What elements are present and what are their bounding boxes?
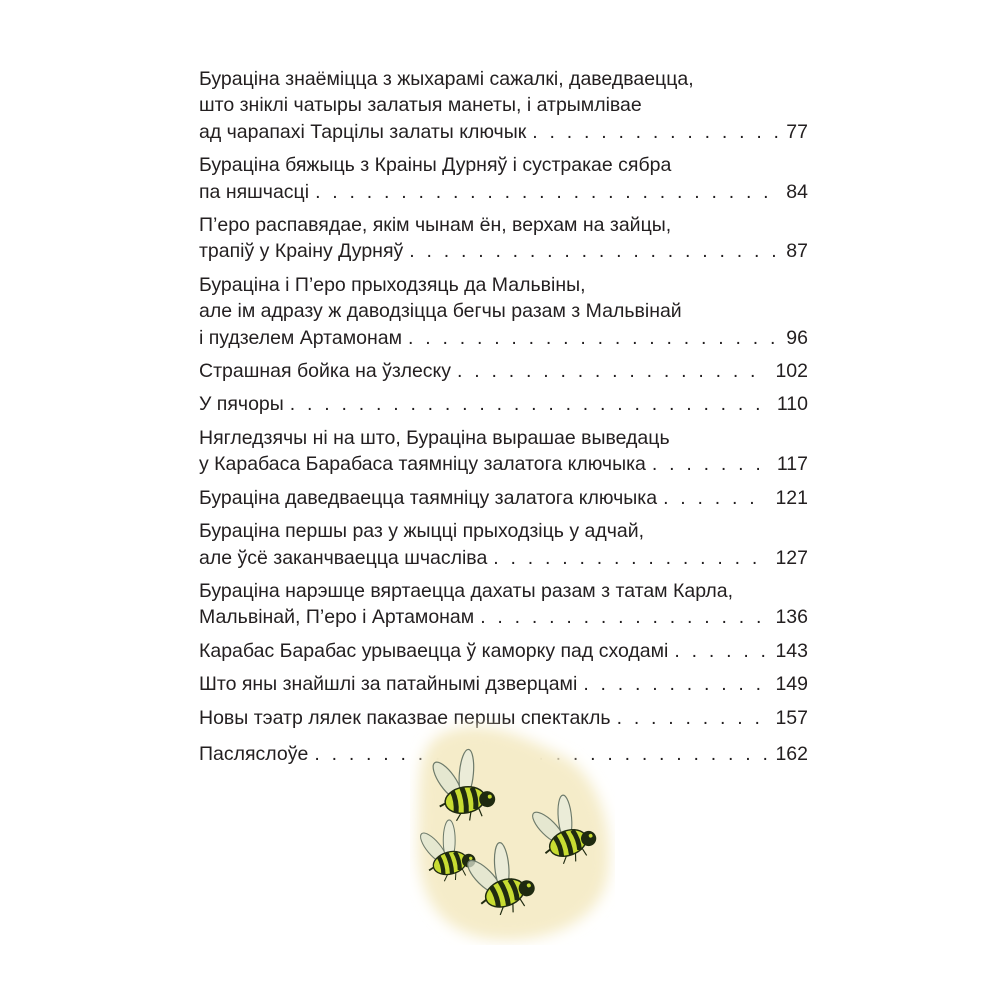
toc-entry [199, 425, 808, 478]
dot-leader [674, 638, 767, 664]
dot-leader [617, 705, 768, 731]
toc-entry-final-line [199, 119, 808, 145]
page-number: 77 [786, 120, 808, 143]
toc-entry-final-line [199, 358, 808, 384]
dot-leader [532, 119, 778, 145]
toc-entry [199, 66, 808, 145]
toc-entry-final-line [199, 238, 808, 264]
page-number: 136 [775, 606, 808, 629]
toc-entry [199, 518, 808, 571]
dot-leader [409, 238, 778, 264]
toc-entry-final-line [199, 485, 808, 511]
page-number: 127 [775, 546, 808, 569]
toc-entry [199, 391, 808, 417]
toc-entry-title: Страшная бойка на ўзлеску [199, 360, 452, 383]
toc-entry-final-line [199, 604, 808, 630]
toc-entry-title: Бураціна даведваецца таямніцу залатога ключыка [199, 486, 658, 509]
toc-entry-title: Што яны знайшлі за патайнымі дзверцамі [199, 673, 578, 696]
page-number: 162 [775, 742, 808, 765]
toc-entry-line: Бураціна першы раз у жыцці прыходзіць у адчай, [199, 520, 645, 543]
dot-leader [583, 671, 767, 697]
toc-entry [199, 152, 808, 205]
page-number: 84 [786, 180, 808, 203]
toc-entry-line: Бураціна нарэшце вяртаецца дахаты разам з татам Карла, [199, 579, 734, 602]
toc-entry [199, 485, 808, 511]
toc-entry-final-line [199, 179, 808, 205]
toc-entry-title: Новы тэатр лялек паказвае першы спектакль [199, 706, 611, 729]
toc-entry [199, 578, 808, 631]
dot-leader [652, 451, 769, 477]
toc-entry-line: Бураціна і П’еро прыходзяць да Мальвіны, [199, 273, 586, 296]
toc-entry-title: Карабас Барабас урываецца ў каморку пад сходамі [199, 639, 669, 662]
toc-entry-title: у Карабаса Барабаса таямніцу залатога ключыка [199, 453, 646, 476]
dot-leader [493, 545, 767, 571]
toc-entry-line: Нягледзячы ні на што, Бураціна вырашае выведаць [199, 426, 670, 449]
toc-entry-title: але ўсё заканчваецца шчасліва [199, 546, 488, 569]
toc-entry-line: але ім адразу ж даводзіцца бегчы разам з Мальвінай [199, 300, 682, 323]
dot-leader [457, 358, 767, 384]
toc-entry-final-line [199, 451, 808, 477]
toc-entry [199, 638, 808, 664]
toc-entry-final-line [199, 325, 808, 351]
toc-entry-title: ад чарапахі Тарцілы залаты ключык [199, 120, 527, 143]
toc-entry [199, 358, 808, 384]
toc-entry-title: трапіў у Краіну Дурняў [199, 240, 404, 263]
dot-leader [408, 325, 778, 351]
page-number: 110 [776, 393, 808, 416]
toc-entry-line: што зніклі чатыры залатыя манеты, і атрымлівае [199, 94, 642, 117]
dot-leader [663, 485, 767, 511]
toc-entry-title: па няшчасці [199, 180, 310, 203]
toc-entry-final-line [199, 638, 808, 664]
page-number: 149 [775, 673, 808, 696]
page-number: 157 [775, 706, 808, 729]
page-number: 102 [775, 360, 808, 383]
dot-leader [290, 391, 769, 417]
toc-entry-final-line [199, 671, 808, 697]
bees-illustration [410, 715, 615, 945]
toc-entry-final-line [199, 545, 808, 571]
toc-entry-line: П’еро распавядае, якім чынам ён, верхам на зайцы, [199, 214, 672, 237]
toc-entry [199, 272, 808, 351]
toc-entry [199, 671, 808, 697]
toc-entry [199, 212, 808, 265]
toc-entry-title: і пудзелем Артамонам [199, 326, 403, 349]
dot-leader [480, 604, 767, 630]
page-number: 117 [776, 453, 808, 476]
table-of-contents [199, 66, 808, 774]
toc-entry-title: Мальвінай, П’еро і Артамонам [199, 606, 475, 629]
toc-entry-title: Пасляслоўе [199, 742, 309, 765]
toc-entry-final-line [199, 391, 808, 417]
page-number: 87 [786, 240, 808, 263]
toc-entry-title: У пячоры [199, 393, 284, 416]
toc-entry-line: Бураціна знаёміцца з жыхарамі сажалкі, даведваецца, [199, 68, 694, 90]
page-number: 96 [786, 326, 808, 349]
toc-entry-line: Бураціна бяжыць з Краіны Дурняў і сустракае сябра [199, 154, 672, 177]
page-number: 143 [775, 639, 808, 662]
page-number: 121 [775, 486, 808, 509]
dot-leader [315, 179, 778, 205]
